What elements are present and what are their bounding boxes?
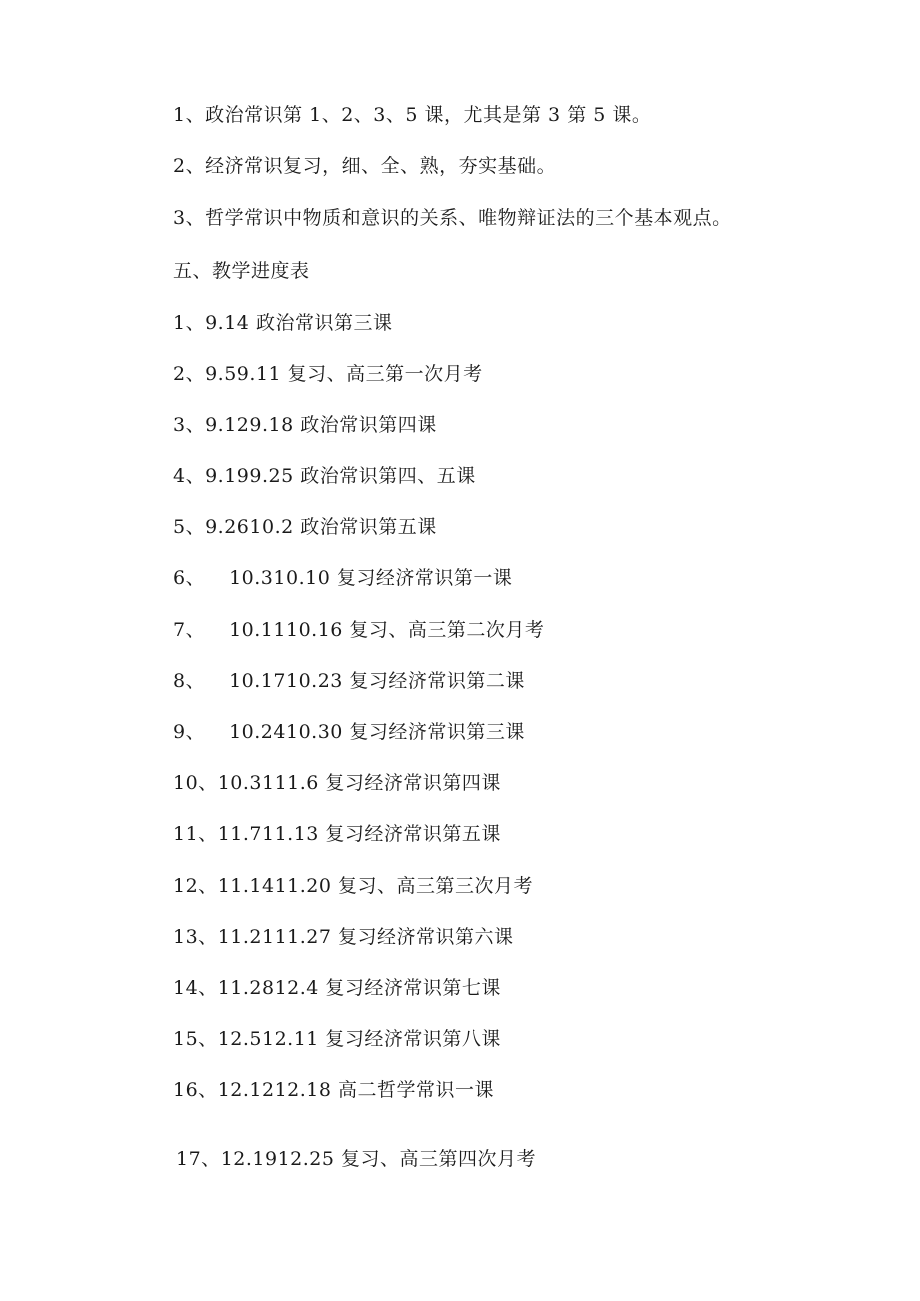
- schedule-item: [173, 362, 483, 386]
- schedule-item-index: 6、: [173, 567, 206, 589]
- schedule-item-text: 11.2111.27 复习经济常识第六课: [217, 926, 514, 948]
- schedule-item: [173, 566, 512, 590]
- schedule-item-text: 11.1411.20 复习、高三第三次月考: [217, 875, 534, 897]
- schedule-item-index: 2、: [173, 363, 206, 385]
- schedule-item: [173, 720, 525, 744]
- schedule-item-index: 4、: [173, 465, 206, 487]
- schedule-heading: 五、教学进度表: [173, 260, 310, 282]
- schedule-item-index: 3、: [173, 414, 206, 436]
- schedule-item-text: 9.2610.2 政治常识第五课: [205, 516, 437, 538]
- schedule-item-text: 10.1110.16 复习、高三第二次月考: [229, 619, 545, 641]
- schedule-item-index: 9、: [173, 721, 206, 743]
- schedule-item-index: 7、: [173, 619, 206, 641]
- schedule-item-index: 12、: [173, 875, 218, 897]
- schedule-item-text: 11.711.13 复习经济常识第五课: [217, 823, 501, 845]
- key-point-1: 1、政治常识第 1、2、3、5 课，尤其是第 3 第 5 课。: [173, 104, 652, 126]
- schedule-item-index: 10、: [173, 772, 218, 794]
- schedule-item: [173, 413, 437, 437]
- schedule-item-text: 10.2410.30 复习经济常识第三课: [229, 721, 525, 743]
- key-point-3: 3、哲学常识中物质和意识的关系、唯物辩证法的三个基本观点。: [173, 207, 732, 229]
- schedule-item-index: 13、: [173, 926, 218, 948]
- schedule-item-index: 17、: [176, 1148, 221, 1170]
- schedule-item: [176, 1147, 536, 1171]
- schedule-item-text: 10.310.10 复习经济常识第一课: [229, 567, 513, 589]
- schedule-item: [173, 771, 501, 795]
- schedule-item: [173, 311, 392, 335]
- schedule-item-index: 16、: [173, 1079, 218, 1101]
- schedule-item: [173, 618, 544, 642]
- schedule-item-index: 1、: [173, 312, 206, 334]
- key-point-2: 2、经济常识复习，细、全、熟，夯实基础。: [173, 155, 557, 177]
- schedule-item: [173, 1078, 494, 1102]
- schedule-item: [173, 925, 514, 949]
- schedule-item-index: 11、: [173, 823, 218, 845]
- schedule-item-text: 11.2812.4 复习经济常识第七课: [217, 977, 501, 999]
- schedule-item: [173, 1027, 501, 1051]
- schedule-item: [173, 874, 533, 898]
- schedule-item-text: 10.1710.23 复习经济常识第二课: [229, 670, 525, 692]
- schedule-item: [173, 515, 437, 539]
- schedule-item-text: 9.129.18 政治常识第四课: [205, 414, 437, 436]
- schedule-item-text: 9.14 政治常识第三课: [205, 312, 393, 334]
- schedule-item-index: 14、: [173, 977, 218, 999]
- schedule-item-text: 9.199.25 政治常识第四、五课: [205, 465, 476, 487]
- schedule-item-index: 8、: [173, 670, 206, 692]
- schedule-item-text: 10.3111.6 复习经济常识第四课: [217, 772, 501, 794]
- schedule-item: [173, 669, 525, 693]
- schedule-item-text: 12.1912.25 复习、高三第四次月考: [220, 1148, 537, 1170]
- schedule-item-index: 15、: [173, 1028, 218, 1050]
- schedule-item-text: 12.512.11 复习经济常识第八课: [217, 1028, 501, 1050]
- schedule-item: [173, 976, 501, 1000]
- schedule-item: [173, 464, 476, 488]
- schedule-item-text: 9.59.11 复习、高三第一次月考: [205, 363, 483, 385]
- schedule-item-text: 12.1212.18 高二哲学常识一课: [217, 1079, 495, 1101]
- schedule-item-index: 5、: [173, 516, 206, 538]
- schedule-item: [173, 822, 501, 846]
